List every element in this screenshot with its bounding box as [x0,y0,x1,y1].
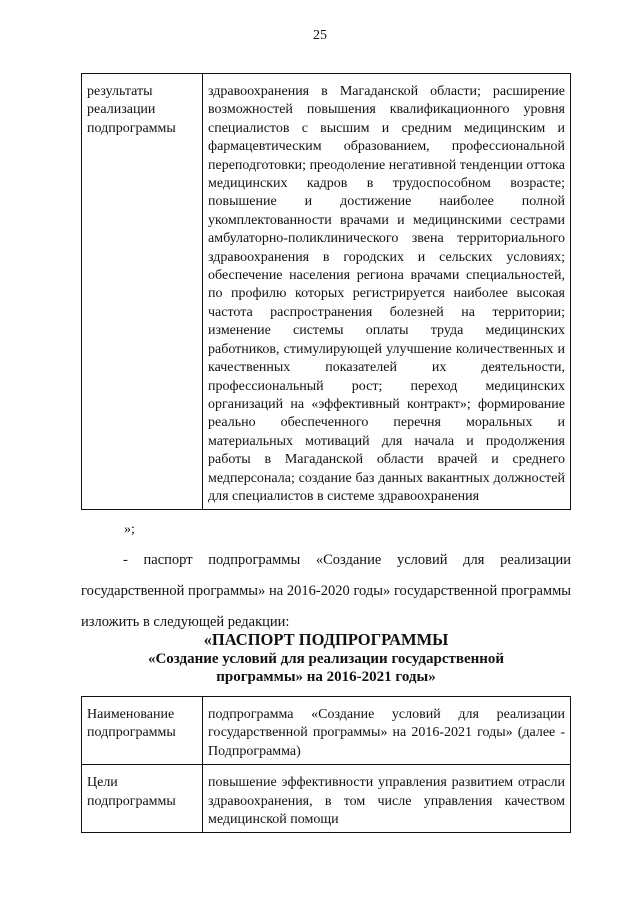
row-value: повышение эффективности управления развитием отрасли здравоохранения, в том числе управления качеством медицинской помощи [203,765,571,833]
table-row [82,74,571,510]
heading-title: «ПАСПОРТ ПОДПРОГРАММЫ [203,630,449,649]
row-value: здравоохранения в Магаданской области; расширение возможностей повышения квалификационного уровня специалистов с высшим и средним медицинским и фармацевтическим образованием, профессиональной переподготовки; преодоление негативной тенденции оттока медицинских кадров в трудоспособном возрасте; повышение и достижение наиболее полной укомплектованности врачами и медицинскими сестрами амбулаторно-поликлинического звена территориального здравоохранения в городских и сельских условиях; обеспечение населения региона врачами специальностей, по профилю которых регистрируется наиболее высокая частота распространения болезней на территории; изменение системы оплаты труда медицинских работников, стимулирующей улучшение количественных и качественных показателей их деятельности, профессиональный рост; переход медицинских организаций на «эффективный контракт»; формирование реально обеспеченного перечня моральных и материальных мотиваций для начала и продолжения работы в Магаданской области врачей и среднего медперсонала; создание баз данных вакантных должностей для специалистов в системе здравоохранения [203,74,571,510]
page-number: 25 [313,28,327,43]
passport-heading [81,630,571,686]
row-label: Цели подпрограммы [82,765,203,833]
amendment-paragraph [81,545,571,638]
heading-subtitle-line1: «Создание условий для реализации государственной [147,651,505,667]
passport-table [81,696,571,833]
table-row [82,765,571,833]
paragraph-text: - паспорт подпрограммы «Создание условий для реализации государственной программы» на 2016-2020 годы» государственной программы изложить в следующей редакции: [81,552,571,630]
row-label: результаты реализации подпрограммы [82,74,203,510]
passport-table-continued [81,73,571,510]
table-row [82,697,571,765]
row-value: подпрограмма «Создание условий для реализации государственной программы» на 2016-2021 годы» (далее - Подпрограмма) [203,697,571,765]
row-label: Наименование подпрограммы [82,697,203,765]
closing-quote: »; [124,522,135,537]
heading-subtitle-line2: программы» на 2016-2021 годы» [216,669,436,685]
